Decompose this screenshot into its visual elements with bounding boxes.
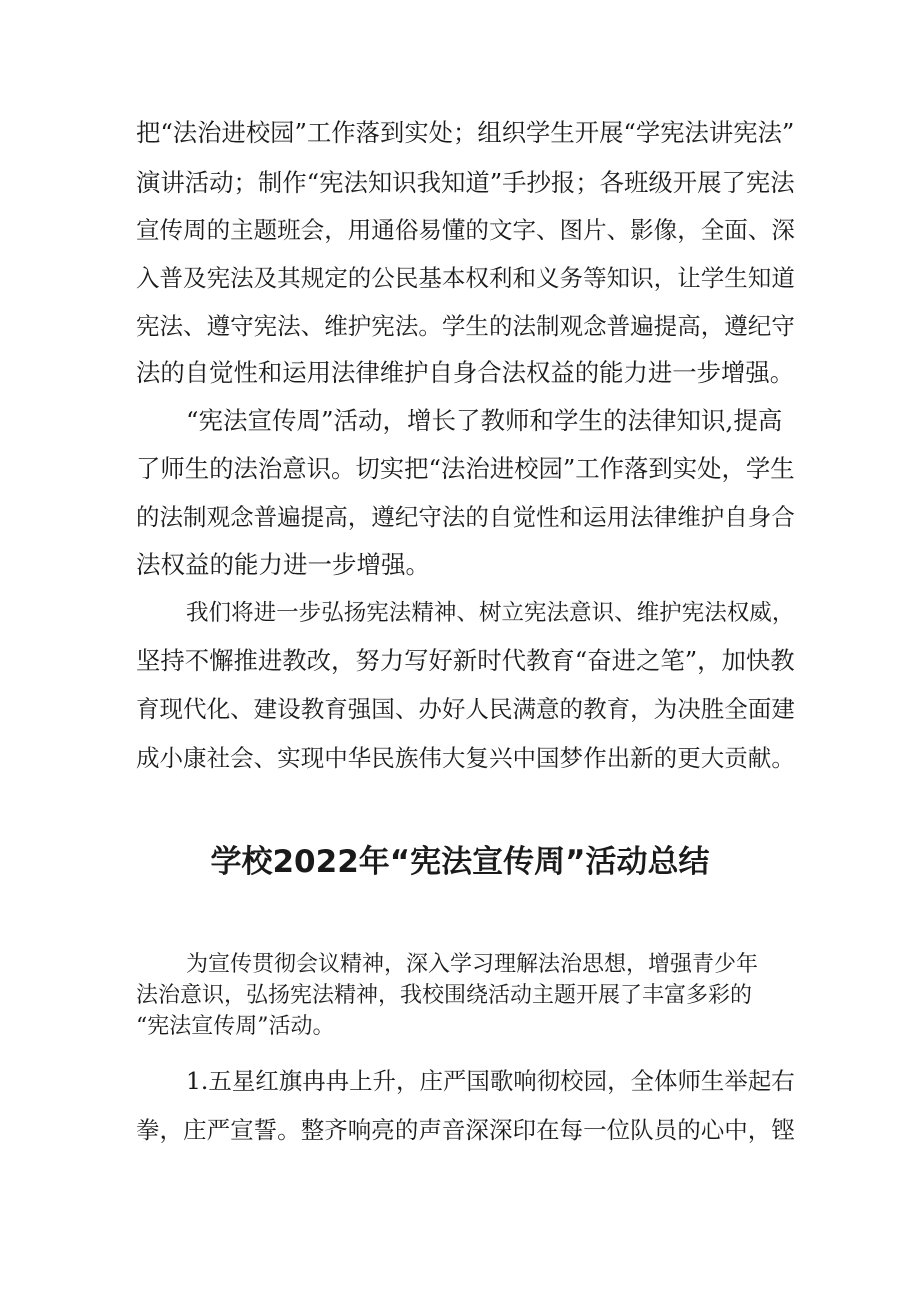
text-line: 宣传周的主题班会，用通俗易懂的文字、图片、影像，全面、深: [136, 216, 795, 244]
text-line: 的法制观念普遍提高，遵纪守法的自觉性和运用法律维护自身合: [136, 503, 795, 531]
text-line: 把“法治进校园”工作落到实处；组织学生开展“学宪法讲宪法”: [136, 118, 795, 147]
text-line: 育现代化、建设教育强国、办好人民满意的教育，为决胜全面建: [136, 695, 795, 723]
text-line: 为宣传贯彻会议精神，深入学习理解法治思想，增强青少年: [186, 952, 759, 977]
text-line: 了师生的法治意识。切实把“法治进校园”工作落到实处，学生: [136, 454, 795, 483]
text-line: “宪法宣传周”活动，增长了教师和学生的法律知识,提高: [186, 406, 783, 435]
text-line: 1.五星红旗冉冉上升，庄严国歌响彻校园，全体师生举起右: [186, 1067, 795, 1095]
text-line: “宪法宣传周”活动。: [136, 1014, 335, 1039]
text-line: 法治意识，弘扬宪法精神，我校围绕活动主题开展了丰富多彩的: [136, 983, 753, 1008]
page-title: 学校2022年“宪法宣传周”活动总结: [210, 844, 710, 880]
text-line: 坚持不懈推进教改，努力写好新时代教育“奋进之笔”，加快教: [136, 646, 795, 675]
text-line: 入普及宪法及其规定的公民基本权利和义务等知识，让学生知道: [136, 264, 795, 292]
text-line: 成小康社会、实现中华民族伟大复兴中国梦作出新的更大贡献。: [136, 744, 795, 772]
text-line: 法权益的能力进一步增强。: [136, 550, 430, 579]
text-line: 我们将进一步弘扬宪法精神、树立宪法意识、维护宪法权威，: [186, 600, 795, 626]
text-line: 宪法、遵守宪法、维护宪法。学生的法制观念普遍提高，遵纪守: [136, 312, 795, 340]
text-line: 拳，庄严宣誓。整齐响亮的声音深深印在每一位队员的心中，铿: [136, 1116, 795, 1144]
text-line: 法的自觉性和运用法律维护自身合法权益的能力进一步增强。: [136, 358, 795, 387]
text-line: 演讲活动；制作“宪法知识我知道”手抄报；各班级开展了宪法: [136, 168, 795, 197]
